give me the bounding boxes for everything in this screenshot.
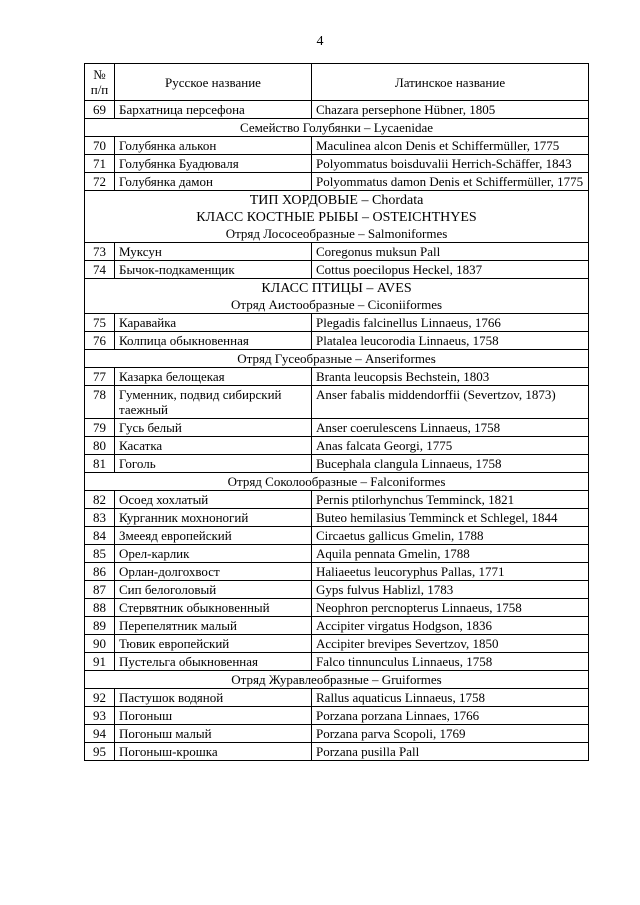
species-latin-name: Anser fabalis middendorffii (Severtzov, 1873) xyxy=(312,386,589,419)
section-heading-row xyxy=(85,671,589,689)
species-latin-name: Bucephala clangula Linnaeus, 1758 xyxy=(312,455,589,473)
table-row xyxy=(85,386,589,419)
table-row xyxy=(85,173,589,191)
species-russian-name: Голубянка алькон xyxy=(115,137,312,155)
header-number-line2: п/п xyxy=(90,82,109,97)
species-latin-name: Chazara persephone Hübner, 1805 xyxy=(312,101,589,119)
species-russian-name: Гусь белый xyxy=(115,419,312,437)
species-russian-name: Тювик европейский xyxy=(115,635,312,653)
species-russian-name: Орел-карлик xyxy=(115,545,312,563)
species-number: 91 xyxy=(85,653,115,671)
species-russian-name: Казарка белощекая xyxy=(115,368,312,386)
header-number xyxy=(85,64,115,101)
table-row xyxy=(85,617,589,635)
section-heading xyxy=(85,279,589,314)
species-number: 84 xyxy=(85,527,115,545)
section-heading xyxy=(85,350,589,368)
species-russian-name: Колпица обыкновенная xyxy=(115,332,312,350)
species-latin-name: Anser coerulescens Linnaeus, 1758 xyxy=(312,419,589,437)
section-heading xyxy=(85,119,589,137)
species-latin-name: Maculinea alcon Denis et Schiffermüller, 1775 xyxy=(312,137,589,155)
species-russian-name: Пустельга обыкновенная xyxy=(115,653,312,671)
section-heading-line: КЛАСС ПТИЦЫ – AVES xyxy=(261,281,412,296)
species-russian-name: Голубянка дамон xyxy=(115,173,312,191)
species-number: 76 xyxy=(85,332,115,350)
species-number: 73 xyxy=(85,243,115,261)
table-row xyxy=(85,137,589,155)
species-latin-name: Circaetus gallicus Gmelin, 1788 xyxy=(312,527,589,545)
table-row xyxy=(85,527,589,545)
species-number: 93 xyxy=(85,707,115,725)
section-heading-line: Семейство Голубянки – Lycaenidae xyxy=(239,120,433,135)
section-heading-row xyxy=(85,350,589,368)
species-latin-name: Polyommatus damon Denis et Schiffermüller, 1775 xyxy=(312,173,589,191)
species-table xyxy=(84,63,589,761)
species-number: 74 xyxy=(85,261,115,279)
table-header-row xyxy=(85,64,589,101)
species-number: 95 xyxy=(85,743,115,761)
species-latin-name: Accipiter virgatus Hodgson, 1836 xyxy=(312,617,589,635)
section-heading-row xyxy=(85,473,589,491)
table-body xyxy=(85,101,589,761)
species-russian-name: Погоныш-крошка xyxy=(115,743,312,761)
species-number: 87 xyxy=(85,581,115,599)
table-row xyxy=(85,243,589,261)
species-russian-name: Гуменник, подвид сибирский таежный xyxy=(115,386,312,419)
species-number: 82 xyxy=(85,491,115,509)
species-latin-name: Pernis ptilorhynchus Temminck, 1821 xyxy=(312,491,589,509)
table-row xyxy=(85,261,589,279)
species-number: 86 xyxy=(85,563,115,581)
table-row xyxy=(85,314,589,332)
species-number: 90 xyxy=(85,635,115,653)
species-number: 88 xyxy=(85,599,115,617)
species-russian-name: Сип белоголовый xyxy=(115,581,312,599)
species-russian-name: Погоныш xyxy=(115,707,312,725)
species-latin-name: Gyps fulvus Hablizl, 1783 xyxy=(312,581,589,599)
species-number: 69 xyxy=(85,101,115,119)
species-number: 75 xyxy=(85,314,115,332)
species-latin-name: Haliaeetus leucoryphus Pallas, 1771 xyxy=(312,563,589,581)
table-row xyxy=(85,332,589,350)
table-row xyxy=(85,635,589,653)
section-heading-row xyxy=(85,279,589,314)
species-number: 94 xyxy=(85,725,115,743)
species-russian-name: Змееяд европейский xyxy=(115,527,312,545)
table-row xyxy=(85,509,589,527)
species-number: 70 xyxy=(85,137,115,155)
species-number: 89 xyxy=(85,617,115,635)
table-row xyxy=(85,155,589,173)
section-heading-line: Отряд Гусеобразные – Anseriformes xyxy=(237,351,436,366)
section-heading xyxy=(85,473,589,491)
species-russian-name: Орлан-долгохвост xyxy=(115,563,312,581)
species-latin-name: Accipiter brevipes Severtzov, 1850 xyxy=(312,635,589,653)
section-heading-row xyxy=(85,191,589,243)
species-russian-name: Осоед хохлатый xyxy=(115,491,312,509)
species-latin-name: Plegadis falcinellus Linnaeus, 1766 xyxy=(312,314,589,332)
table-row xyxy=(85,563,589,581)
species-russian-name: Бычок-подкаменщик xyxy=(115,261,312,279)
species-russian-name: Гоголь xyxy=(115,455,312,473)
table-row xyxy=(85,653,589,671)
section-heading-line: КЛАСС КОСТНЫЕ РЫБЫ – OSTEICHTHYES xyxy=(196,210,477,225)
section-heading-row xyxy=(85,119,589,137)
section-heading-line: Отряд Лососеобразные – Salmoniformes xyxy=(225,226,448,241)
section-heading-line: Отряд Журавлеобразные – Gruiformes xyxy=(231,672,442,687)
page-number: 4 xyxy=(316,34,324,49)
section-heading-line: Отряд Соколообразные – Falconiformes xyxy=(227,474,446,489)
species-latin-name: Neophron percnopterus Linnaeus, 1758 xyxy=(312,599,589,617)
species-russian-name: Касатка xyxy=(115,437,312,455)
species-number: 83 xyxy=(85,509,115,527)
species-number: 81 xyxy=(85,455,115,473)
species-russian-name: Курганник мохноногий xyxy=(115,509,312,527)
species-russian-name: Перепелятник малый xyxy=(115,617,312,635)
section-heading xyxy=(85,191,589,243)
table-row xyxy=(85,545,589,563)
header-latin-name: Латинское название xyxy=(312,64,589,101)
species-number: 85 xyxy=(85,545,115,563)
species-number: 80 xyxy=(85,437,115,455)
table-row xyxy=(85,599,589,617)
table-row xyxy=(85,689,589,707)
species-latin-name: Porzana pusilla Pall xyxy=(312,743,589,761)
table-row xyxy=(85,581,589,599)
table-row xyxy=(85,743,589,761)
species-russian-name: Пастушок водяной xyxy=(115,689,312,707)
section-heading-line: Отряд Аистообразные – Ciconiiformes xyxy=(230,297,443,312)
species-latin-name: Platalea leucorodia Linnaeus, 1758 xyxy=(312,332,589,350)
species-number: 72 xyxy=(85,173,115,191)
species-latin-name: Cottus poecilopus Heckel, 1837 xyxy=(312,261,589,279)
species-latin-name: Polyommatus boisduvalii Herrich-Schäffer, 1843 xyxy=(312,155,589,173)
species-latin-name: Coregonus muksun Pall xyxy=(312,243,589,261)
species-latin-name: Anas falcata Georgi, 1775 xyxy=(312,437,589,455)
species-latin-name: Porzana parva Scopoli, 1769 xyxy=(312,725,589,743)
species-latin-name: Falco tinnunculus Linnaeus, 1758 xyxy=(312,653,589,671)
table-row xyxy=(85,491,589,509)
table-row xyxy=(85,419,589,437)
species-russian-name: Погоныш малый xyxy=(115,725,312,743)
species-number: 77 xyxy=(85,368,115,386)
section-heading xyxy=(85,671,589,689)
species-number: 71 xyxy=(85,155,115,173)
species-russian-name: Голубянка Буадюваля xyxy=(115,155,312,173)
table-row xyxy=(85,101,589,119)
species-russian-name: Стервятник обыкновенный xyxy=(115,599,312,617)
table-row xyxy=(85,368,589,386)
species-number: 92 xyxy=(85,689,115,707)
species-russian-name: Каравайка xyxy=(115,314,312,332)
species-russian-name: Бархатница персефона xyxy=(115,101,312,119)
table-row xyxy=(85,725,589,743)
species-latin-name: Aquila pennata Gmelin, 1788 xyxy=(312,545,589,563)
species-latin-name: Rallus aquaticus Linnaeus, 1758 xyxy=(312,689,589,707)
species-latin-name: Porzana porzana Linnaes, 1766 xyxy=(312,707,589,725)
species-russian-name: Муксун xyxy=(115,243,312,261)
header-number-line1: № xyxy=(93,67,106,82)
header-russian-name: Русское название xyxy=(115,64,312,101)
species-latin-name: Buteo hemilasius Temminck et Schlegel, 1844 xyxy=(312,509,589,527)
table-row xyxy=(85,707,589,725)
species-number: 79 xyxy=(85,419,115,437)
table-row xyxy=(85,455,589,473)
species-number: 78 xyxy=(85,386,115,419)
species-latin-name: Branta leucopsis Bechstein, 1803 xyxy=(312,368,589,386)
table-row xyxy=(85,437,589,455)
section-heading-line: ТИП ХОРДОВЫЕ – Chordata xyxy=(249,193,424,208)
